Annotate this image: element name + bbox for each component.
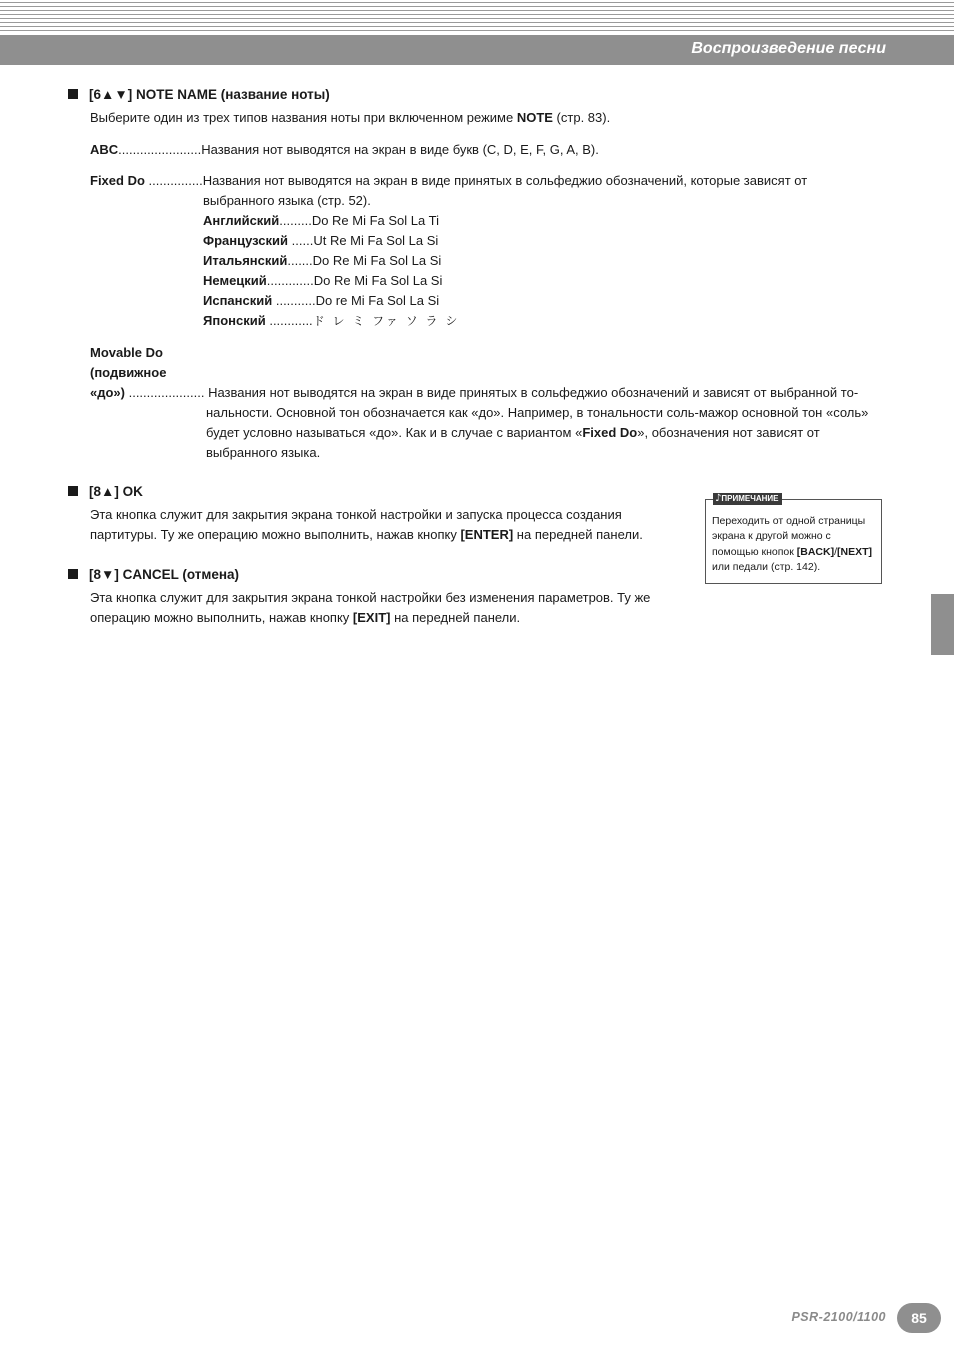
lang-row: Английский.........Do Re Mi Fa Sol La Ti xyxy=(203,213,439,228)
movable-do-term: Movable Do xyxy=(90,345,163,360)
lang-row: Испанский ...........Do re Mi Fa Sol La Si xyxy=(203,293,440,308)
ok-desc-1: Эта кнопка служит для закрытия экрана тонкой настройки и запуска процесса создания xyxy=(90,507,622,522)
abc-desc: Названия нот выводятся на экран в виде букв (C, D, E, F, G, A, B). xyxy=(201,142,599,157)
lang-row: Итальянский.......Do Re Mi Fa Sol La Si xyxy=(203,253,442,268)
square-bullet-icon xyxy=(68,89,78,99)
note-name-intro: Выберите один из трех типов названия ноты при включенном режиме NOTE (стр. 83). xyxy=(90,110,611,125)
movable-do-desc-2: нальности. Основной тон обозначается как «до». Например, в тональности соль-мажор основной тон «соль» xyxy=(206,405,869,420)
header-bar xyxy=(0,35,954,65)
side-tab xyxy=(931,594,954,655)
header-stripes xyxy=(0,0,954,34)
fixed-do-desc-2: выбранного языка (стр. 52). xyxy=(203,193,371,208)
fixed-do-entry: Fixed Do ...............Названия нот выводятся на экран в виде принятых в сольфеджио обозначений, которые зависят от xyxy=(90,173,808,188)
section-heading-cancel: [8▼] CANCEL (отмена) xyxy=(68,567,239,582)
square-bullet-icon xyxy=(68,486,78,496)
page-title: Воспроизведение песни xyxy=(691,40,886,57)
abc-entry: ABC.......................Названия нот выводятся на экран в виде букв (C, D, E, F, G, A, B). xyxy=(90,142,599,157)
cancel-desc-2: операцию можно выполнить, нажав кнопку [EXIT] на передней панели. xyxy=(90,610,521,625)
lang-row: Французский ......Ut Re Mi Fa Sol La Si xyxy=(203,233,439,248)
page-number: 85 xyxy=(897,1303,941,1333)
abc-term: ABC xyxy=(90,142,119,157)
lang-row: Немецкий.............Do Re Mi Fa Sol La Si xyxy=(203,273,443,288)
music-note-icon: ♪ xyxy=(715,493,722,504)
footer-model: PSR-2100/1100 xyxy=(791,1310,886,1324)
note-tag: ♪ПРИМЕЧАНИЕ xyxy=(713,493,782,505)
movable-do-entry: «до») ..................... Названия нот выводятся на экран в виде принятых в сольфеджио обозначений и зависят от выбранной то- xyxy=(90,385,859,400)
movable-do-desc-3: будет условно называться «до». Как и в случае с вариантом «Fixed Do», обозначения нот зависят от xyxy=(206,425,820,440)
movable-do-term-2: (подвижное xyxy=(90,365,167,380)
square-bullet-icon xyxy=(68,569,78,579)
fixed-do-desc: Названия нот выводятся на экран в виде принятых в сольфеджио обозначений, которые зависят от xyxy=(202,173,808,188)
lang-row: Японский ............ド レ ミ ファ ソ ラ シ xyxy=(203,313,460,328)
section-heading-note-name: [6▲▼] NOTE NAME (название ноты) xyxy=(68,87,330,102)
section-heading-ok: [8▲] OK xyxy=(68,484,143,499)
ok-desc-2: партитуры. Ту же операцию можно выполнить, нажав кнопку [ENTER] на передней панели. xyxy=(90,527,643,542)
movable-do-desc-4: выбранного языка. xyxy=(206,445,321,460)
note-text: Переходить от одной страницы экрана к другой можно с помощью кнопок [BACK]/[NEXT] или педали (стр. 142). xyxy=(712,515,873,573)
cancel-desc-1: Эта кнопка служит для закрытия экрана тонкой настройки без изменения параметров. Ту же xyxy=(90,590,651,605)
fixed-do-term: Fixed Do xyxy=(90,173,145,188)
